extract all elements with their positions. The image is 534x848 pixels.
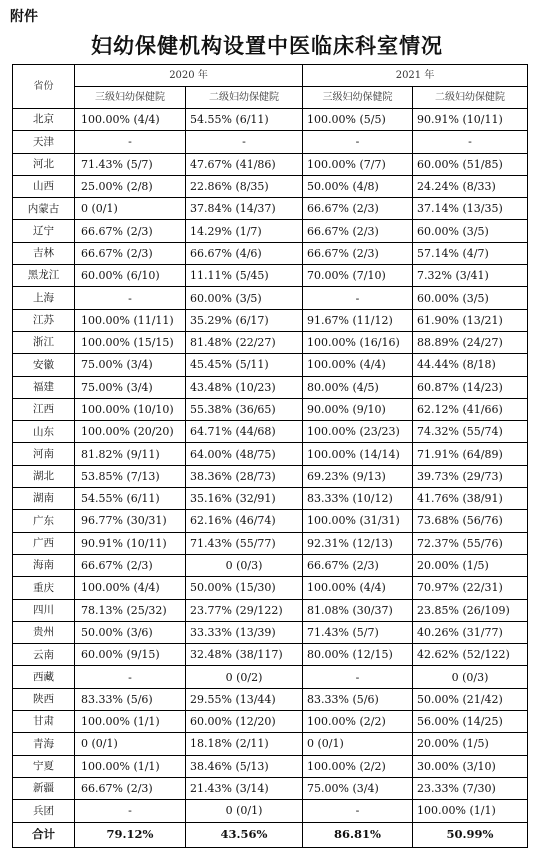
value-cell: 54.55% (6/11) <box>186 109 303 131</box>
table-row <box>13 488 528 510</box>
table-body <box>13 109 528 848</box>
value-cell: 100.00% (1/1) <box>413 800 528 822</box>
value-cell: 0 (0/1) <box>303 733 413 755</box>
value-cell: 66.67% (2/3) <box>303 554 413 576</box>
total-value-cell: 43.56% <box>186 822 303 847</box>
province-cell: 青海 <box>13 733 75 755</box>
province-cell: 西藏 <box>13 666 75 688</box>
value-cell: 38.36% (28/73) <box>186 465 303 487</box>
value-cell: 53.85% (7/13) <box>75 465 186 487</box>
table-row <box>13 688 528 710</box>
value-cell: 32.48% (38/117) <box>186 644 303 666</box>
province-cell: 安徽 <box>13 354 75 376</box>
value-cell: 66.67% (2/3) <box>75 220 186 242</box>
province-cell: 海南 <box>13 554 75 576</box>
value-cell: 100.00% (20/20) <box>75 421 186 443</box>
value-cell: 45.45% (5/11) <box>186 354 303 376</box>
table-row <box>13 465 528 487</box>
value-cell: 90.91% (10/11) <box>413 109 528 131</box>
value-cell: 66.67% (2/3) <box>303 242 413 264</box>
value-cell: 100.00% (16/16) <box>303 331 413 353</box>
value-cell: 75.00% (3/4) <box>303 777 413 799</box>
value-cell: 60.00% (51/85) <box>413 153 528 175</box>
table-row <box>13 599 528 621</box>
province-cell: 湖北 <box>13 465 75 487</box>
value-cell: 81.08% (30/37) <box>303 599 413 621</box>
year-2021-header: 2021 年 <box>303 65 528 87</box>
value-cell: 81.82% (9/11) <box>75 443 186 465</box>
value-cell: 18.18% (2/11) <box>186 733 303 755</box>
total-value-cell: 50.99% <box>413 822 528 847</box>
value-cell: 50.00% (4/8) <box>303 175 413 197</box>
value-cell: 100.00% (4/4) <box>303 354 413 376</box>
value-cell: 14.29% (1/7) <box>186 220 303 242</box>
total-value-cell: 79.12% <box>75 822 186 847</box>
value-cell: 81.48% (22/27) <box>186 331 303 353</box>
table-row <box>13 175 528 197</box>
value-cell: 41.76% (38/91) <box>413 488 528 510</box>
value-cell: - <box>75 131 186 153</box>
province-header: 省份 <box>13 65 75 109</box>
table-row <box>13 376 528 398</box>
province-cell: 陕西 <box>13 688 75 710</box>
value-cell: 75.00% (3/4) <box>75 354 186 376</box>
value-cell: 100.00% (10/10) <box>75 398 186 420</box>
value-cell: 64.71% (44/68) <box>186 421 303 443</box>
value-cell: - <box>303 287 413 309</box>
value-cell: 35.29% (6/17) <box>186 309 303 331</box>
value-cell: 44.44% (8/18) <box>413 354 528 376</box>
value-cell: 78.13% (25/32) <box>75 599 186 621</box>
value-cell: 29.55% (13/44) <box>186 688 303 710</box>
table-row <box>13 755 528 777</box>
table-row <box>13 711 528 733</box>
value-cell: - <box>75 287 186 309</box>
province-cell: 广东 <box>13 510 75 532</box>
value-cell: - <box>413 131 528 153</box>
province-cell: 天津 <box>13 131 75 153</box>
value-cell: 72.37% (55/76) <box>413 532 528 554</box>
value-cell: 38.46% (5/13) <box>186 755 303 777</box>
table-row <box>13 131 528 153</box>
table-row <box>13 309 528 331</box>
value-cell: 70.97% (22/31) <box>413 577 528 599</box>
value-cell: 37.14% (13/35) <box>413 198 528 220</box>
sub-header-2021-tier2: 二级妇幼保健院 <box>413 87 528 109</box>
value-cell: 80.00% (4/5) <box>303 376 413 398</box>
province-cell: 北京 <box>13 109 75 131</box>
table-row <box>13 287 528 309</box>
total-row <box>13 822 528 847</box>
table-row <box>13 554 528 576</box>
value-cell: 100.00% (1/1) <box>75 755 186 777</box>
value-cell: 83.33% (5/6) <box>303 688 413 710</box>
total-label: 合计 <box>13 822 75 847</box>
value-cell: 60.00% (6/10) <box>75 265 186 287</box>
value-cell: 71.43% (55/77) <box>186 532 303 554</box>
value-cell: 100.00% (31/31) <box>303 510 413 532</box>
value-cell: - <box>303 800 413 822</box>
value-cell: 60.87% (14/23) <box>413 376 528 398</box>
value-cell: 100.00% (23/23) <box>303 421 413 443</box>
value-cell: 50.00% (21/42) <box>413 688 528 710</box>
value-cell: 23.85% (26/109) <box>413 599 528 621</box>
value-cell: - <box>186 131 303 153</box>
value-cell: 91.67% (11/12) <box>303 309 413 331</box>
value-cell: 35.16% (32/91) <box>186 488 303 510</box>
table-row <box>13 421 528 443</box>
province-cell: 兵团 <box>13 800 75 822</box>
province-cell: 江西 <box>13 398 75 420</box>
value-cell: - <box>303 131 413 153</box>
table-row <box>13 532 528 554</box>
table-row <box>13 733 528 755</box>
value-cell: 50.00% (15/30) <box>186 577 303 599</box>
value-cell: 100.00% (15/15) <box>75 331 186 353</box>
province-cell: 贵州 <box>13 621 75 643</box>
province-cell: 山东 <box>13 421 75 443</box>
value-cell: 39.73% (29/73) <box>413 465 528 487</box>
value-cell: 23.33% (7/30) <box>413 777 528 799</box>
value-cell: 66.67% (4/6) <box>186 242 303 264</box>
value-cell: 24.24% (8/33) <box>413 175 528 197</box>
value-cell: 100.00% (1/1) <box>75 711 186 733</box>
value-cell: 0 (0/3) <box>186 554 303 576</box>
value-cell: 96.77% (30/31) <box>75 510 186 532</box>
value-cell: 21.43% (3/14) <box>186 777 303 799</box>
value-cell: 66.67% (2/3) <box>75 777 186 799</box>
value-cell: 90.00% (9/10) <box>303 398 413 420</box>
value-cell: 42.62% (52/122) <box>413 644 528 666</box>
value-cell: 70.00% (7/10) <box>303 265 413 287</box>
table-row <box>13 153 528 175</box>
value-cell: 66.67% (2/3) <box>75 554 186 576</box>
province-cell: 新疆 <box>13 777 75 799</box>
value-cell: 11.11% (5/45) <box>186 265 303 287</box>
value-cell: 100.00% (4/4) <box>75 577 186 599</box>
value-cell: 66.67% (2/3) <box>303 220 413 242</box>
value-cell: 22.86% (8/35) <box>186 175 303 197</box>
province-cell: 黑龙江 <box>13 265 75 287</box>
table-row <box>13 265 528 287</box>
value-cell: 60.00% (3/5) <box>413 287 528 309</box>
value-cell: 20.00% (1/5) <box>413 733 528 755</box>
value-cell: 54.55% (6/11) <box>75 488 186 510</box>
value-cell: 60.00% (9/15) <box>75 644 186 666</box>
value-cell: 62.12% (41/66) <box>413 398 528 420</box>
value-cell: 60.00% (3/5) <box>186 287 303 309</box>
value-cell: 0 (0/1) <box>75 733 186 755</box>
province-cell: 宁夏 <box>13 755 75 777</box>
value-cell: 56.00% (14/25) <box>413 711 528 733</box>
table-row <box>13 242 528 264</box>
table-row <box>13 577 528 599</box>
value-cell: 66.67% (2/3) <box>303 198 413 220</box>
province-cell: 湖南 <box>13 488 75 510</box>
value-cell: 100.00% (2/2) <box>303 755 413 777</box>
value-cell: 80.00% (12/15) <box>303 644 413 666</box>
value-cell: 64.00% (48/75) <box>186 443 303 465</box>
value-cell: 0 (0/1) <box>75 198 186 220</box>
sub-header-2020-tier2: 二级妇幼保健院 <box>186 87 303 109</box>
province-cell: 上海 <box>13 287 75 309</box>
table-row <box>13 666 528 688</box>
value-cell: 23.77% (29/122) <box>186 599 303 621</box>
value-cell: 20.00% (1/5) <box>413 554 528 576</box>
table-row <box>13 220 528 242</box>
value-cell: 0 (0/2) <box>186 666 303 688</box>
province-cell: 甘肃 <box>13 711 75 733</box>
province-cell: 重庆 <box>13 577 75 599</box>
value-cell: - <box>75 800 186 822</box>
value-cell: - <box>303 666 413 688</box>
sub-header-2020-tier3: 三级妇幼保健院 <box>75 87 186 109</box>
province-cell: 吉林 <box>13 242 75 264</box>
total-value-cell: 86.81% <box>303 822 413 847</box>
value-cell: 100.00% (4/4) <box>75 109 186 131</box>
table-row <box>13 331 528 353</box>
table-row <box>13 800 528 822</box>
value-cell: 47.67% (41/86) <box>186 153 303 175</box>
value-cell: 50.00% (3/6) <box>75 621 186 643</box>
data-table <box>12 64 528 848</box>
value-cell: 100.00% (2/2) <box>303 711 413 733</box>
value-cell: 71.91% (64/89) <box>413 443 528 465</box>
value-cell: 0 (0/1) <box>186 800 303 822</box>
table-row <box>13 354 528 376</box>
value-cell: 61.90% (13/21) <box>413 309 528 331</box>
value-cell: 71.43% (5/7) <box>303 621 413 643</box>
value-cell: 69.23% (9/13) <box>303 465 413 487</box>
province-cell: 云南 <box>13 644 75 666</box>
attachment-label: 附件 <box>10 9 38 25</box>
table-row <box>13 109 528 131</box>
province-cell: 广西 <box>13 532 75 554</box>
value-cell: 100.00% (11/11) <box>75 309 186 331</box>
value-cell: 74.32% (55/74) <box>413 421 528 443</box>
table-row <box>13 644 528 666</box>
value-cell: 55.38% (36/65) <box>186 398 303 420</box>
province-cell: 河北 <box>13 153 75 175</box>
value-cell: 30.00% (3/10) <box>413 755 528 777</box>
value-cell: 0 (0/3) <box>413 666 528 688</box>
table-row <box>13 510 528 532</box>
table-row <box>13 621 528 643</box>
province-cell: 河南 <box>13 443 75 465</box>
province-cell: 四川 <box>13 599 75 621</box>
value-cell: 100.00% (5/5) <box>303 109 413 131</box>
value-cell: 43.48% (10/23) <box>186 376 303 398</box>
value-cell: 100.00% (14/14) <box>303 443 413 465</box>
value-cell: 83.33% (5/6) <box>75 688 186 710</box>
table-row <box>13 777 528 799</box>
value-cell: 92.31% (12/13) <box>303 532 413 554</box>
province-cell: 山西 <box>13 175 75 197</box>
table-row <box>13 443 528 465</box>
value-cell: 73.68% (56/76) <box>413 510 528 532</box>
province-cell: 内蒙古 <box>13 198 75 220</box>
value-cell: 33.33% (13/39) <box>186 621 303 643</box>
value-cell: 100.00% (4/4) <box>303 577 413 599</box>
value-cell: 37.84% (14/37) <box>186 198 303 220</box>
value-cell: 62.16% (46/74) <box>186 510 303 532</box>
province-cell: 江苏 <box>13 309 75 331</box>
value-cell: 60.00% (3/5) <box>413 220 528 242</box>
province-cell: 浙江 <box>13 331 75 353</box>
table-row <box>13 398 528 420</box>
value-cell: 100.00% (7/7) <box>303 153 413 175</box>
value-cell: 57.14% (4/7) <box>413 242 528 264</box>
province-cell: 福建 <box>13 376 75 398</box>
value-cell: 88.89% (24/27) <box>413 331 528 353</box>
value-cell: - <box>75 666 186 688</box>
year-2020-header: 2020 年 <box>75 65 303 87</box>
sub-header-2021-tier3: 三级妇幼保健院 <box>303 87 413 109</box>
value-cell: 40.26% (31/77) <box>413 621 528 643</box>
page-title: 妇幼保健机构设置中医临床科室情况 <box>91 34 443 58</box>
province-cell: 辽宁 <box>13 220 75 242</box>
value-cell: 75.00% (3/4) <box>75 376 186 398</box>
table-row <box>13 198 528 220</box>
value-cell: 71.43% (5/7) <box>75 153 186 175</box>
value-cell: 60.00% (12/20) <box>186 711 303 733</box>
value-cell: 7.32% (3/41) <box>413 265 528 287</box>
value-cell: 83.33% (10/12) <box>303 488 413 510</box>
value-cell: 66.67% (2/3) <box>75 242 186 264</box>
value-cell: 25.00% (2/8) <box>75 175 186 197</box>
value-cell: 90.91% (10/11) <box>75 532 186 554</box>
